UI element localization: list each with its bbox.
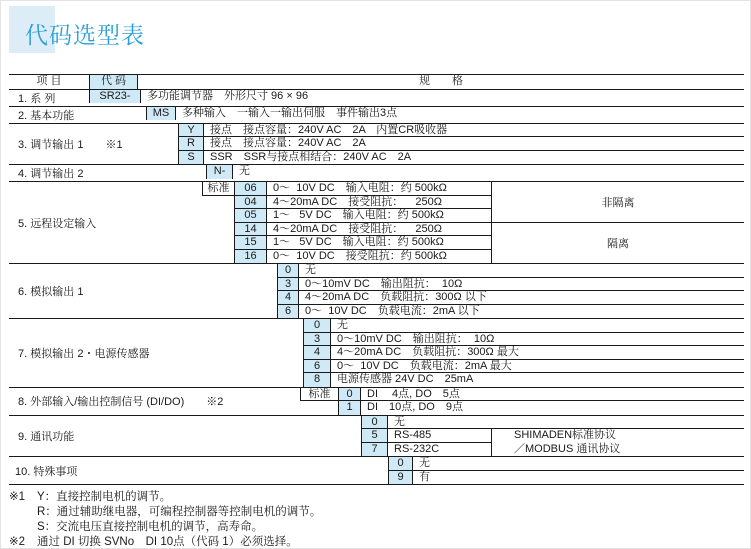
spacer <box>202 236 234 250</box>
spec-cell: 0～ 10V DC 接受阻抗：约 500kΩ <box>273 249 447 262</box>
code-cell: 6 <box>277 305 299 319</box>
footnote-2 <box>9 535 321 549</box>
standard-badge: 标准 <box>300 388 338 402</box>
non-isolated-group <box>202 182 744 223</box>
spec-cell: 0～ 10V DC 输入电阻：约 500kΩ <box>267 182 491 196</box>
protocol-line: SHIMADEN标准协议 <box>514 429 617 441</box>
footnotes <box>9 490 321 549</box>
header-code: 代 码 <box>89 75 138 89</box>
spec-cell: 1～ 5V DC 输入电阻：约 500kΩ <box>267 236 491 250</box>
section-external-di-do <box>9 387 744 415</box>
spec-cell: 无 <box>239 165 250 177</box>
code-cell: 9 <box>388 471 413 485</box>
spec-cell: 接点 接点容量：240V AC 2A 内置CR吸收器 <box>210 123 448 136</box>
code-cell: N- <box>206 165 233 179</box>
code-cell: 05 <box>234 209 267 223</box>
code-cell: 4 <box>303 346 331 359</box>
code-cell: R <box>178 137 204 150</box>
code-cell: MS <box>146 107 176 121</box>
code-cell: 15 <box>234 236 267 250</box>
page-title: 代码选型表 <box>25 22 145 48</box>
section-remote-setting-input <box>9 181 744 263</box>
code-cell: 8 <box>303 373 331 387</box>
footnote-mark: ※2 <box>9 536 26 548</box>
spec-cell: DI 4点, DO 5点 <box>361 388 744 402</box>
spacer <box>300 401 338 415</box>
spacer <box>202 223 234 237</box>
code-cell: 5 <box>361 429 388 443</box>
table-header-row <box>9 75 744 89</box>
code-cell: 3 <box>277 278 299 291</box>
isolation-cell: 隔离 <box>491 223 744 264</box>
code-cell: 3 <box>303 333 331 346</box>
section-analog-output-2-sensor-power <box>9 318 744 387</box>
code-cell: 14 <box>234 223 267 237</box>
header-item: 项 目 <box>36 75 62 87</box>
code-cell: 0 <box>338 388 361 402</box>
spacer <box>202 196 234 210</box>
code-cell: 0 <box>388 457 413 470</box>
section-series <box>9 89 744 106</box>
spec-cell: 4～20mA DC 接受阻抗： 250Ω <box>267 223 491 237</box>
code-cell: 1 <box>338 401 361 415</box>
code-cell: S <box>178 151 204 165</box>
footnote-line: 通过 DI 切换 SVNo DI 10点（代码 1）必须选择。 <box>37 536 298 548</box>
code-cell: Y <box>178 124 204 137</box>
protocol-line: ／MODBUS 通讯协议 <box>514 442 621 455</box>
spec-cell: 4～20mA DC 接受阻抗： 250Ω <box>267 196 491 210</box>
spec-cell: 0～ 10V DC 负载电流：2mA 最大 <box>337 359 512 372</box>
isolation-cell: 非隔离 <box>491 182 744 223</box>
code-cell: SR23- <box>89 90 141 104</box>
spec-cell: RS-485 <box>388 429 491 443</box>
standard-badge: 标准 <box>202 182 234 196</box>
spec-cell: 4～20mA DC 负载阻抗：300Ω 最大 <box>337 346 519 358</box>
code-cell: 7 <box>361 443 388 457</box>
protocol-cell <box>491 429 744 456</box>
section-label: 1. 系 列 <box>15 92 56 105</box>
footnote-1 <box>9 490 321 535</box>
section-special-items <box>9 456 744 484</box>
isolated-group <box>202 223 744 264</box>
protocol-group <box>361 429 744 456</box>
spec-cell: DI 10点, DO 9点 <box>367 401 463 413</box>
spec-cell: 0～10mV DC 输出阻抗： 10Ω <box>305 277 463 290</box>
code-cell: 0 <box>277 264 299 277</box>
spec-cell: 有 <box>419 470 430 483</box>
code-cell: 4 <box>277 291 299 304</box>
section-label: 9. 通讯功能 <box>15 430 75 443</box>
header-spec: 规 格 <box>419 75 463 87</box>
section-label: 8. 外部输入/输出控制信号 (DI/DO) ※2 <box>15 396 224 408</box>
spacer <box>202 250 234 264</box>
section-control-output-2 <box>9 164 744 181</box>
spec-cell: 0～ 10V DC 负载电流：2mA 以下 <box>305 304 480 317</box>
section-basic-function <box>9 106 744 123</box>
code-cell: 0 <box>303 319 331 332</box>
section-analog-output-1 <box>9 263 744 318</box>
footnote-mark: ※1 <box>9 491 26 503</box>
section-label: 2. 基本功能 <box>15 109 75 122</box>
spec-cell: 电源传感器 24V DC 25mA <box>337 373 474 385</box>
section-label: 6. 模拟输出 1 <box>15 286 84 298</box>
section-label: 10. 特殊事项 <box>15 465 78 478</box>
section-label: 7. 模拟输出 2・电源传感器 <box>15 347 150 360</box>
code-selection-table <box>9 74 744 485</box>
code-cell: 06 <box>234 182 267 196</box>
section-communication <box>9 415 744 457</box>
spec-cell: 无 <box>337 319 348 331</box>
section-control-output-1 <box>9 123 744 165</box>
spec-cell: RS-232C <box>394 442 440 455</box>
spacer <box>202 209 234 223</box>
spec-cell: SSR SSR与接点相结合：240V AC 2A <box>210 150 412 163</box>
code-cell: 6 <box>303 360 331 373</box>
spec-cell: 无 <box>419 457 430 469</box>
code-cell: 0 <box>361 416 388 429</box>
spec-cell: 4～20mA DC 负载阻抗：300Ω 以下 <box>305 291 487 303</box>
footnote-line: Y：直接控制电机的调节。 <box>37 491 172 503</box>
spec-cell: 接点 接点容量：240V AC 2A <box>210 137 366 149</box>
section-label: 4. 调节输出 2 <box>15 168 84 180</box>
section-label: 3. 调节输出 1 ※1 <box>15 138 123 151</box>
code-cell: 04 <box>234 196 267 210</box>
spec-cell: 多种输入 一输入一输出伺服 事件输出3点 <box>182 106 398 119</box>
footnote-line: S：交流电压直接控制电机的调节，高寿命。 <box>37 521 264 533</box>
section-label: 5. 远程设定输入 <box>15 217 97 230</box>
spec-cell: 多功能调节器 外形尺寸 96 × 96 <box>147 89 309 102</box>
spec-cell: 无 <box>305 264 316 276</box>
spec-cell: 1～ 5V DC 输入电阻：约 500kΩ <box>267 209 491 223</box>
spec-cell: 无 <box>394 415 405 428</box>
code-cell: 16 <box>234 250 267 264</box>
spec-cell: 0～10mV DC 输出阻抗： 10Ω <box>337 332 495 345</box>
footnote-line: R：通过辅助继电器，可编程控制器等控制电机的调节。 <box>37 506 322 518</box>
